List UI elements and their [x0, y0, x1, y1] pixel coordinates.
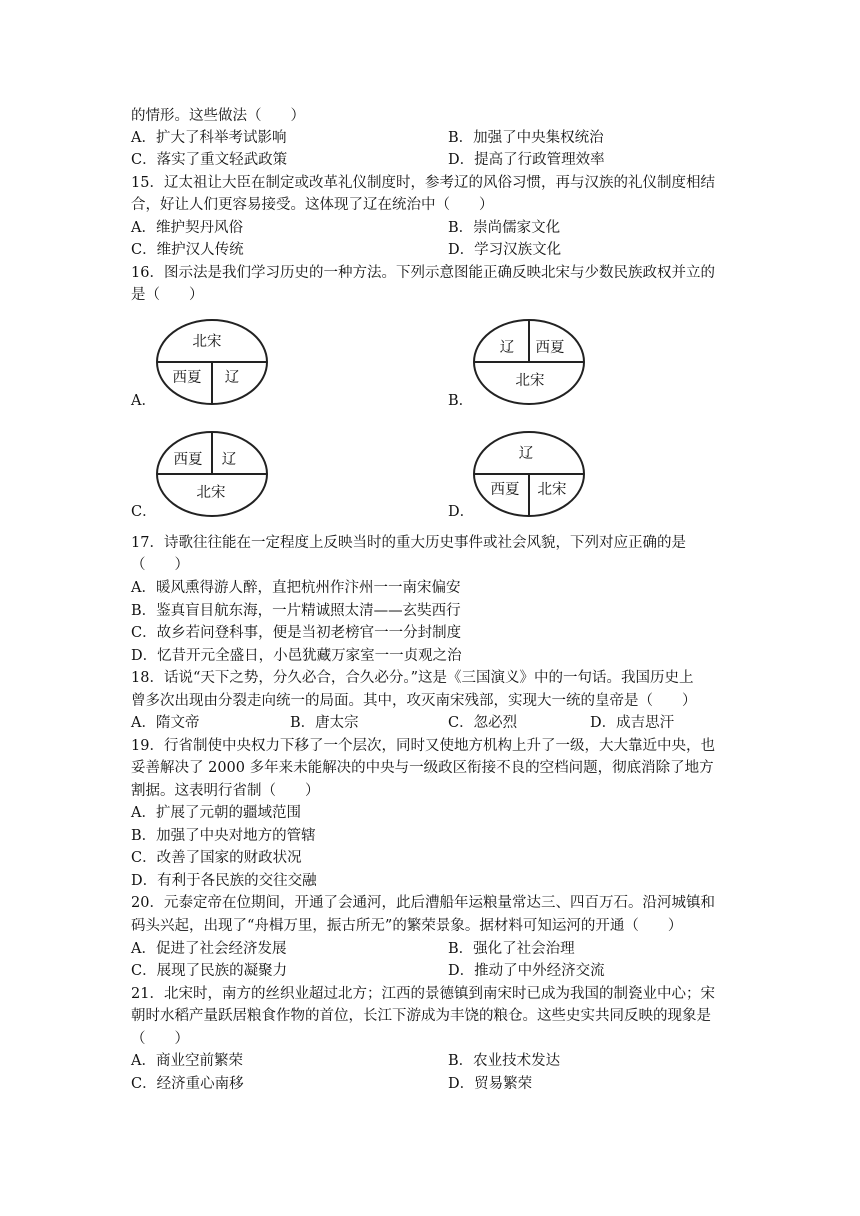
q16-label-d: D． — [448, 504, 475, 520]
q14-option-d: D．提高了行政管理效率 — [448, 152, 605, 168]
q17-option-d: D．忆昔开元全盛日，小邑犹藏万家室一一贞观之治 — [131, 648, 462, 664]
q21-stem-line-2: 朝时水稻产量跃居粮食作物的首位，长江下游成为丰饶的粮仓。这些史实共同反映的现象是 — [131, 1008, 711, 1024]
q16-diagram-c — [154, 428, 270, 520]
q20-option-d: D．推动了中外经济交流 — [448, 963, 605, 979]
q15-option-a: A．维护契丹风俗 — [131, 220, 243, 236]
q14-option-a: A．扩大了科举考试影响 — [131, 130, 287, 146]
q20-stem-line-1: 20．元泰定帝在位期间，开通了会通河，此后漕船年运粮量常达三、四百万石。沿河城镇和 — [131, 895, 715, 911]
q18-option-d: D．成吉思汗 — [590, 715, 675, 731]
q19-stem-line-2: 妥善解决了 2000 多年来未能解决的中央与一级政区衔接不良的空档问题，彻底消除了地方 — [131, 760, 714, 776]
q15-stem-line-1: 15．辽太祖让大臣在制定或改革礼仪制度时，参考辽的风俗习惯，再与汉族的礼仪制度相结 — [131, 175, 715, 191]
q15-option-b: B．崇尚儒家文化 — [448, 220, 561, 236]
q16-label-a: A． — [131, 393, 156, 409]
q21-option-a: A．商业空前繁荣 — [131, 1053, 243, 1069]
diagram-b-left-region: 辽 — [499, 340, 515, 356]
q16-stem-line-2: 是（ ） — [131, 287, 204, 303]
q17-option-a: A．暖风熏得游人醉，直把杭州作汴州一一南宋偏安 — [131, 580, 461, 596]
diagram-c-bottom-region: 北宋 — [196, 485, 226, 501]
q16-label-c: C． — [131, 504, 157, 520]
q18-option-a: A．隋文帝 — [131, 715, 200, 731]
diagram-d-top-region: 辽 — [518, 446, 534, 462]
q19-option-c: C．改善了国家的财政状况 — [131, 850, 302, 866]
q20-option-c: C．展现了民族的凝聚力 — [131, 963, 288, 979]
q15-option-c: C．维护汉人传统 — [131, 242, 244, 258]
q17-stem-line-2: （ ） — [131, 557, 189, 573]
q19-stem-line-3: 割据。这表明行省制（ ） — [131, 783, 320, 799]
q21-stem-line-3: （ ） — [131, 1031, 189, 1047]
diagram-b-right-region: 西夏 — [535, 340, 565, 356]
q19-stem-line-1: 19．行省制使中央权力下移了一个层次，同时又使地方机构上升了一级，大大靠近中央，也 — [131, 738, 715, 754]
q18-stem-line-1: 18．话说“天下之势，分久必合，合久必分。”这是《三国演义》中的一句话。我国历史上 — [131, 670, 694, 686]
q17-option-c: C．故乡若问登科事，便是当初老榜官一一分封制度 — [131, 625, 462, 641]
q14-option-c: C．落实了重文轻武政策 — [131, 152, 288, 168]
q17-stem-line-1: 17．诗歌往往能在一定程度上反映当时的重大历史事件或社会风貌，下列对应正确的是 — [131, 535, 686, 551]
q14-option-b: B．加强了中央集权统治 — [448, 130, 604, 146]
q20-option-a: A．促进了社会经济发展 — [131, 941, 287, 957]
q18-stem-line-2: 曾多次出现由分裂走向统一的局面。其中，攻灭南宋残部，实现大一统的皇帝是（ ） — [131, 693, 697, 709]
q21-option-b: B．农业技术发达 — [448, 1053, 561, 1069]
q16-stem-line-1: 16．图示法是我们学习历史的一种方法。下列示意图能正确反映北宋与少数民族政权并立的 — [131, 265, 715, 281]
q18-option-c: C．忽必烈 — [448, 715, 518, 731]
q14-stem: 的情形。这些做法（ ） — [131, 108, 305, 124]
q21-stem-line-1: 21．北宋时，南方的丝织业超过北方；江西的景德镇到南宋时已成为我国的制瓷业中心；宋 — [131, 986, 715, 1002]
q20-stem-line-2: 码头兴起，出现了“舟楫万里，振古所无”的繁荣景象。据材料可知运河的开通（ ） — [131, 918, 683, 934]
q21-option-d: D．贸易繁荣 — [448, 1076, 533, 1092]
q16-diagram-d — [471, 428, 587, 520]
diagram-c-right-region: 辽 — [221, 452, 237, 468]
q20-option-b: B．强化了社会治理 — [448, 941, 575, 957]
diagram-c-left-region: 西夏 — [173, 452, 203, 468]
q16-label-b: B． — [448, 393, 474, 409]
diagram-a-top-region: 北宋 — [192, 334, 222, 350]
q21-option-c: C．经济重心南移 — [131, 1076, 244, 1092]
q15-option-d: D．学习汉族文化 — [448, 242, 562, 258]
q16-diagram-b — [471, 316, 587, 408]
q16-diagram-a — [154, 316, 270, 408]
diagram-d-left-region: 西夏 — [490, 482, 520, 498]
q19-option-a: A．扩展了元朝的疆域范围 — [131, 805, 301, 821]
diagram-a-left-region: 西夏 — [172, 370, 202, 386]
q18-option-b: B．唐太宗 — [290, 715, 359, 731]
q19-option-b: B．加强了中央对地方的管辖 — [131, 828, 316, 844]
diagram-b-bottom-region: 北宋 — [515, 373, 545, 389]
diagram-a-right-region: 辽 — [224, 370, 240, 386]
q17-option-b: B．鉴真盲目航东海，一片精诚照太清——玄奘西行 — [131, 603, 461, 619]
diagram-d-right-region: 北宋 — [537, 482, 567, 498]
q19-option-d: D．有利于各民族的交往交融 — [131, 873, 317, 889]
q15-stem-line-2: 合，好让人们更容易接受。这体现了辽在统治中（ ） — [131, 197, 494, 213]
